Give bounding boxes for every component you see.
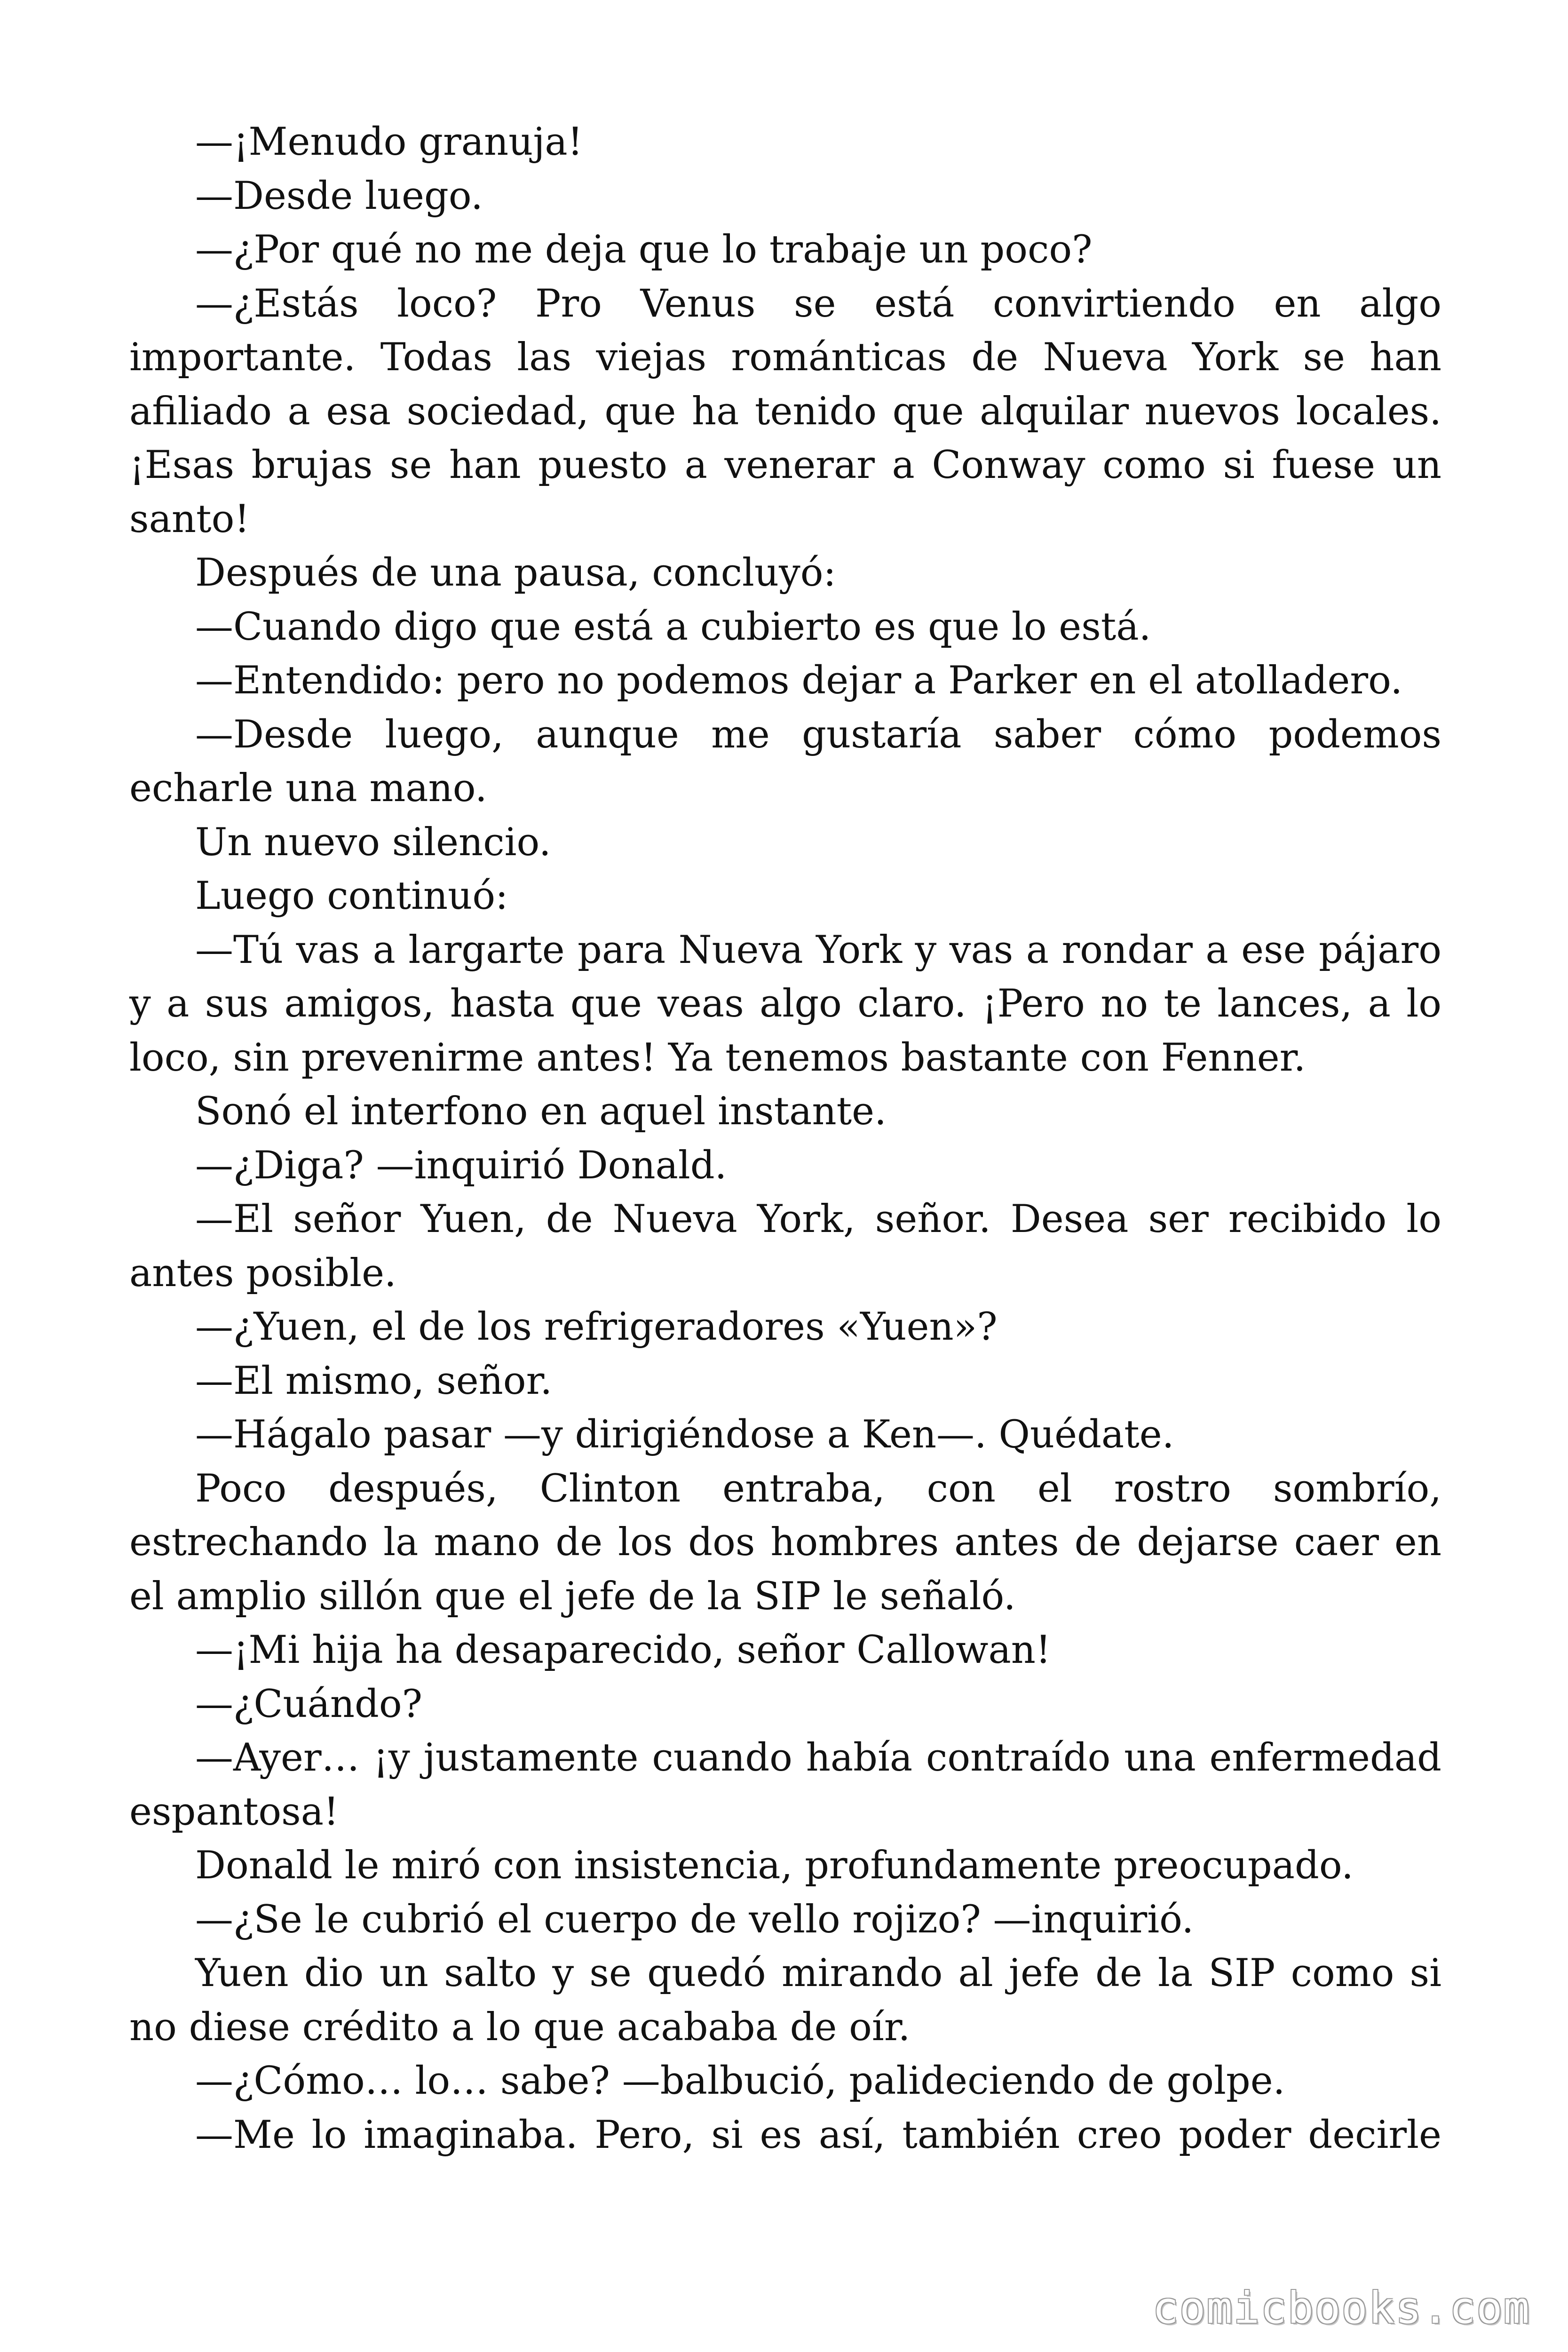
paragraph: —Desde luego. <box>195 174 483 218</box>
paragraph: —El señor Yuen, de Nueva York, señor. Desea ser recibido lo antes posible. <box>129 1197 1441 1295</box>
paragraph: —¿Por qué no me deja que lo trabaje un poco? <box>195 228 1093 272</box>
paragraph: Luego continuó: <box>195 874 508 918</box>
paragraph: —¿Estás loco? Pro Venus se está convirtiendo en algo importante. Todas las viejas románticas de Nueva York se han afiliado a esa sociedad, que ha tenido que alquilar nuevos locales. ¡Esas brujas se han puesto a venerar a Conway como si fuese un santo! <box>129 281 1441 541</box>
paragraph: —¿Cómo… lo… sabe? —balbució, palideciendo de golpe. <box>195 2059 1285 2103</box>
paragraph: —¡Menudo granuja! <box>195 120 583 164</box>
paragraph: —Ayer… ¡y justamente cuando había contraído una enfermedad espantosa! <box>129 1736 1441 1834</box>
paragraph: —Entendido: pero no podemos dejar a Parker en el atolladero. <box>195 659 1403 703</box>
paragraph: Después de una pausa, concluyó: <box>195 551 836 595</box>
paragraph: —Tú vas a largarte para Nueva York y vas a rondar a ese pájaro y a sus amigos, hasta que veas algo claro. ¡Pero no te lances, a lo loco, sin prevenirme antes! Ya tenemos bastante con Fenner. <box>129 928 1441 1080</box>
paragraph: —Me lo imaginaba. Pero, si es así, también creo poder decirle <box>195 2113 1441 2157</box>
paragraph: —¿Yuen, el de los refrigeradores «Yuen»? <box>195 1305 998 1349</box>
page-text <box>129 115 1441 2162</box>
paragraph: Yuen dio un salto y se quedó mirando al jefe de la SIP como si no diese crédito a lo que acababa de oír. <box>129 1951 1441 2050</box>
paragraph: —Desde luego, aunque me gustaría saber cómo podemos echarle una mano. <box>129 712 1441 810</box>
paragraph: —El mismo, señor. <box>195 1359 553 1403</box>
paragraph: —¿Se le cubrió el cuerpo de vello rojizo? —inquirió. <box>195 1897 1194 1942</box>
paragraph: Sonó el interfono en aquel instante. <box>195 1089 887 1134</box>
watermark: comicbooks.com <box>1152 2283 1530 2333</box>
paragraph: —¿Diga? —inquirió Donald. <box>195 1143 727 1188</box>
paragraph: Donald le miró con insistencia, profundamente preocupado. <box>195 1843 1354 1888</box>
paragraph: Un nuevo silencio. <box>195 820 551 865</box>
paragraph: Poco después, Clinton entraba, con el rostro sombrío, estrechando la mano de los dos hombres antes de dejarse caer en el amplio sillón que el jefe de la SIP le señaló. <box>129 1466 1441 1619</box>
paragraph: —¿Cuándo? <box>195 1682 423 1726</box>
paragraph: —¡Mi hija ha desaparecido, señor Callowan! <box>195 1628 1051 1672</box>
paragraph: —Cuando digo que está a cubierto es que lo está. <box>195 604 1151 649</box>
paragraph: —Hágalo pasar —y dirigiéndose a Ken—. Quédate. <box>195 1413 1174 1457</box>
